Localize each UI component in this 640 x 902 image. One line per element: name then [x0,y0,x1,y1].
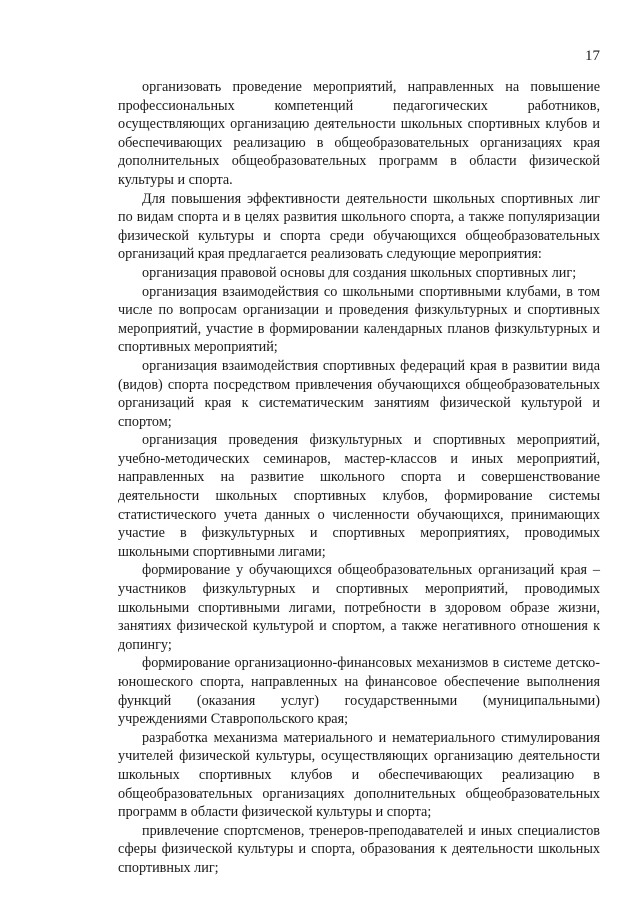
paragraph: формирование у обучающихся общеобразовательных организаций края – участников физкультурных и спортивных мероприятий, проводимых школьными спортивными лигами, потребности в здоровом образе жизни, занятиях физической культурой и спортом, а также негативного отношения к допингу; [118,562,600,653]
paragraph: привлечение спортсменов, тренеров-преподавателей и иных специалистов сферы физической культуры и спорта, образования к деятельности школьных спортивных лиг; [118,822,600,876]
paragraph: организовать проведение мероприятий, направленных на повышение профессиональных компетенций педагогических работников, осуществляющих организацию деятельности школьных спортивных клубов и обеспечивающих реализацию в общеобразовательных организациях края дополнительных общеобразовательных программ в области физической культуры и спорта. [118,79,600,188]
paragraph: организация проведения физкультурных и спортивных мероприятий, учебно-методических семинаров, мастер-классов и иных мероприятий, направленных на развитие школьного спорта и совершенствование деятельности школьных спортивных клубов, формирование системы статистического учета данных о численности обучающихся, принимающих участие в физкультурных и спортивных мероприятиях, проводимых школьными спортивными лигами; [118,432,600,560]
page-number: 17 [585,48,600,64]
document-body [118,78,600,878]
paragraph: Для повышения эффективности деятельности школьных спортивных лиг по видам спорта и в целях развития школьного спорта, а также популяризации физической культуры и спорта среди обучающихся общеобразовательных организаций края предлагается реализовать следующие мероприятия: [118,190,600,263]
paragraph: разработка механизма материального и нематериального стимулирования учителей физической культуры, осуществляющих организацию деятельности школьных спортивных клубов и обеспечивающих реализацию в общеобразовательных организациях дополнительных общеобразовательных программ в области физической культуры и спорта; [118,729,600,821]
paragraph: организация правовой основы для создания школьных спортивных лиг; [142,264,577,281]
paragraph: организация взаимодействия спортивных федераций края в развитии вида (видов) спорта посредством привлечения обучающихся общеобразовательных организаций края к систематическим занятиям физической культурой и спортом; [118,357,600,430]
paragraph: формирование организационно-финансовых механизмов в системе детско-юношеского спорта, направленных на финансовое обеспечение выполнения функций (оказания услуг) государственными (муниципальными) учреждениями Ставропольского края; [118,655,600,728]
paragraph: организация взаимодействия со школьными спортивными клубами, в том числе по вопросам организации и проведения физкультурных и спортивных мероприятий, участие в формировании календарных планов физкультурных и спортивных мероприятий; [118,283,600,356]
